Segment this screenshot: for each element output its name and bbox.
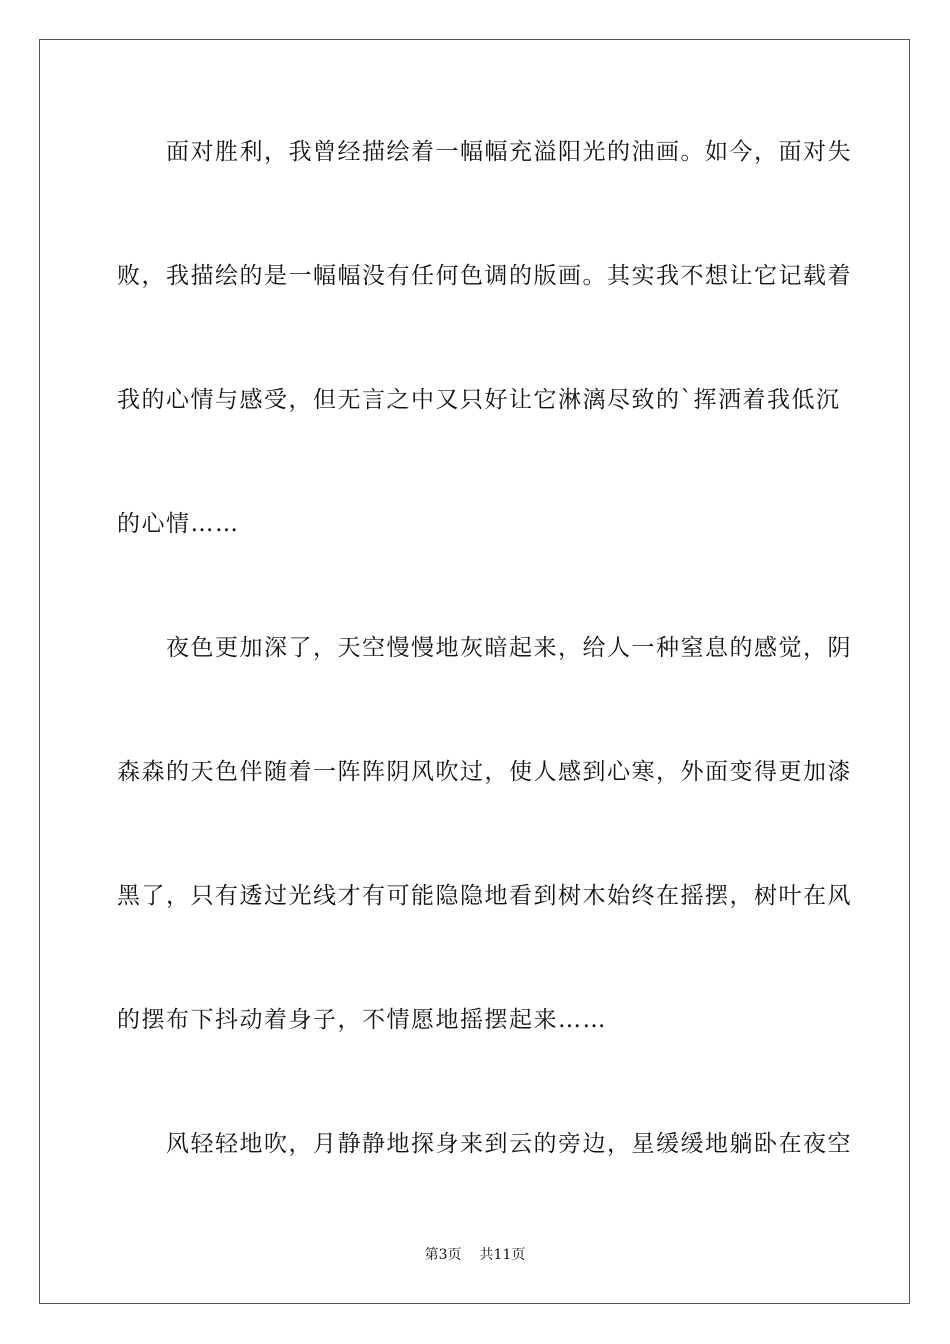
text-line: 森森的天色伴随着一阵阵阴风吹过，使人感到心寒，外面变得更加漆 (117, 759, 852, 785)
page-total: 共11页 (479, 1247, 526, 1263)
text-line: 面对胜利，我曾经描绘着一幅幅充溢阳光的油画。如今，面对失 (117, 139, 852, 165)
text-line: 的摆布下抖动着身子，不情愿地摇摆起来…… (117, 1007, 607, 1033)
text-line: 夜色更加深了，天空慢慢地灰暗起来，给人一种窒息的感觉，阴 (117, 635, 852, 661)
page-border (39, 39, 910, 1304)
text-line: 败，我描绘的是一幅幅没有任何色调的版画。其实我不想让它记载着 (117, 263, 852, 289)
page-footer (0, 1246, 950, 1264)
text-line: 黑了，只有透过光线才有可能隐隐地看到树木始终在摇摆，树叶在风 (117, 883, 852, 909)
text-line: 我的心情与感受，但无言之中又只好让它淋漓尽致的`挥洒着我低沉 (117, 387, 841, 413)
text-line: 的心情…… (117, 511, 240, 537)
text-line: 风轻轻地吹，月静静地探身来到云的旁边，星缓缓地躺卧在夜空 (117, 1131, 852, 1157)
page-number: 第3页 (424, 1247, 462, 1263)
